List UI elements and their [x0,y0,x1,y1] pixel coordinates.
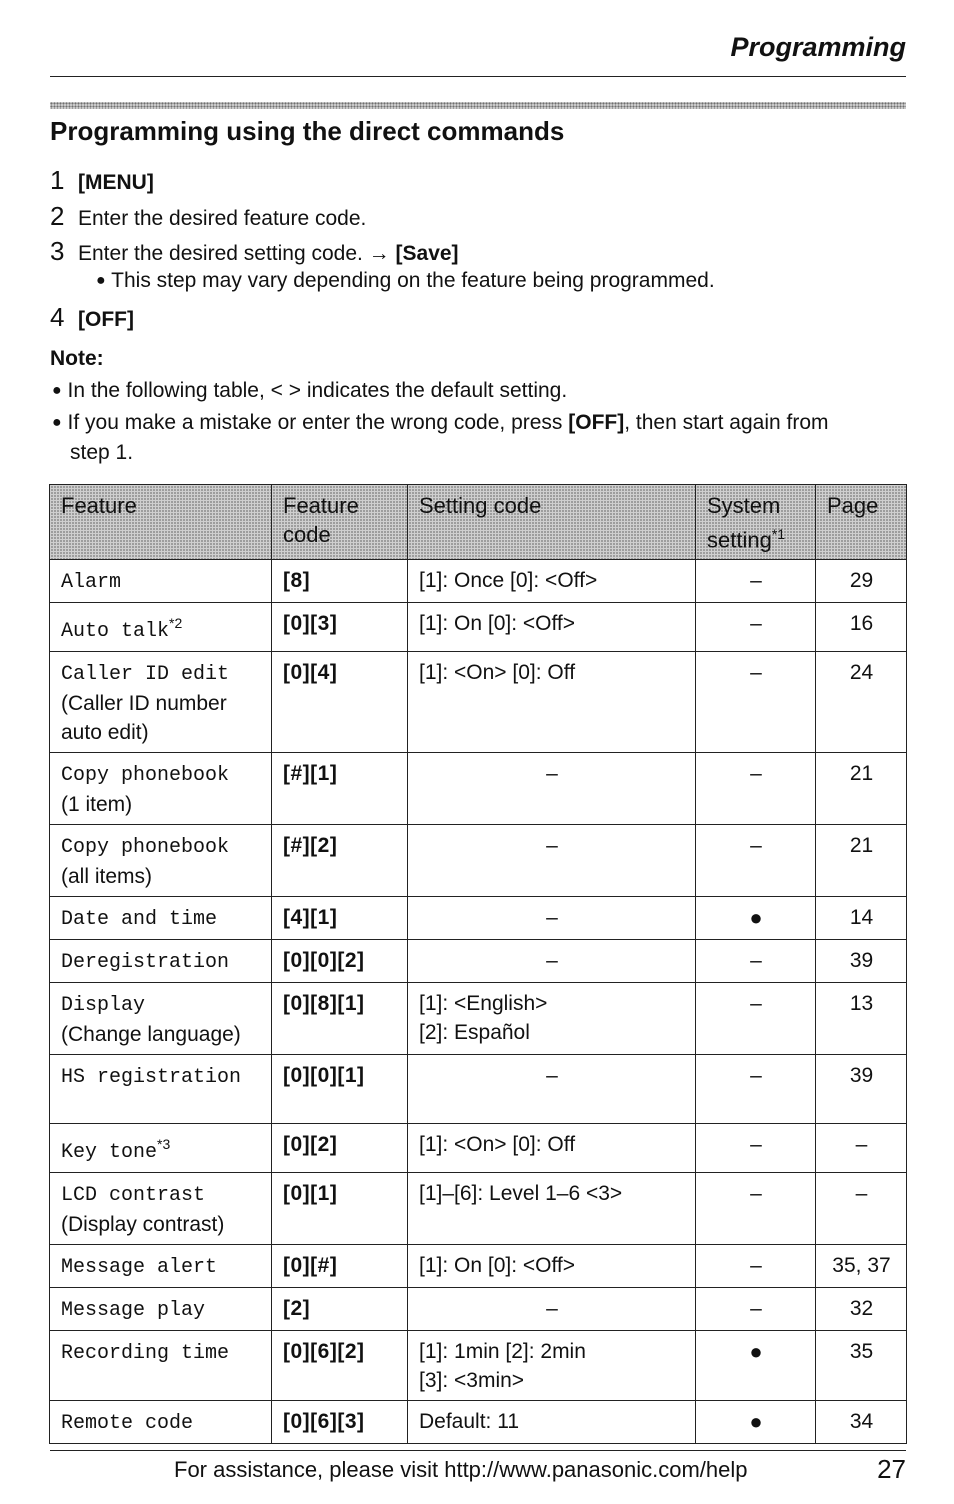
feature-code: [0][#] [283,1254,338,1278]
table-header-row [50,485,907,560]
table-row [50,652,907,753]
setting-code: – [546,906,558,930]
system-setting-mark: – [750,949,762,973]
system-setting-mark: ● [749,905,763,931]
system-setting-cell [696,1331,816,1401]
table-row [50,1055,907,1124]
system-setting-mark: ● [749,1339,763,1365]
system-setting-mark: – [750,1297,762,1321]
system-setting-mark: – [750,992,762,1016]
page-ref: 34 [849,1410,874,1434]
feature-cell [50,1288,272,1331]
step-text: Enter the desired feature code. [78,207,367,230]
header-setting-code: Setting code [408,485,696,560]
feature-cell [50,560,272,603]
feature-description: (Change language) [61,1023,241,1047]
setting-code-cell [408,1055,696,1124]
header-rule [50,76,906,77]
system-setting-mark: – [750,762,762,786]
system-setting-cell [696,897,816,940]
setting-code-line-2: [2]: Español [419,1021,530,1045]
header-label: System setting [707,493,781,553]
bullet-icon: ● [52,382,62,399]
page-cell [816,560,907,603]
setting-code-cell [408,753,696,825]
feature-name: Recording time [61,1342,230,1366]
table-row [50,940,907,983]
feature-code: [#][2] [283,834,338,858]
feature-name: Alarm [61,571,122,595]
system-setting-mark: – [750,1254,762,1278]
page-cell [816,1401,907,1444]
page-cell [816,1288,907,1331]
step-1 [50,165,154,196]
note-bullet-1 [52,376,912,406]
feature-code: [8] [283,569,311,593]
feature-code-cell [272,1288,408,1331]
setting-code-cell [408,603,696,652]
step-2 [50,201,366,232]
feature-code-cell [272,1331,408,1401]
table-row [50,1401,907,1444]
feature-name: Caller ID edit [61,663,230,687]
setting-code: [1]: <English> [419,992,548,1016]
header-page: Page [816,485,907,560]
table-row [50,1173,907,1245]
header-system-setting [696,485,816,560]
table-row [50,753,907,825]
bullet-icon: ● [96,272,106,289]
feature-cell [50,1331,272,1401]
note-text: In the following table, < > indicates the default setting. [67,379,568,402]
feature-cell [50,753,272,825]
bullet-text: This step may vary depending on the feature being programmed. [111,269,715,292]
page-ref: 39 [849,1064,874,1088]
page-cell [816,983,907,1055]
setting-code-cell [408,1245,696,1288]
setting-code: – [546,1297,558,1321]
off-key: [OFF] [78,308,134,331]
setting-code: – [546,949,558,973]
page-cell [816,1331,907,1401]
table-row [50,897,907,940]
header-feature: Feature [50,485,272,560]
feature-name: Auto talk [61,620,170,644]
feature-name: Display [61,994,146,1018]
feature-cell [50,1173,272,1245]
table-row [50,560,907,603]
system-setting-cell [696,825,816,897]
page-ref: 39 [849,949,874,973]
setting-code-cell [408,825,696,897]
page-cell [816,1055,907,1124]
setting-code-line-2: [3]: <3min> [419,1369,525,1393]
system-setting-cell [696,603,816,652]
page-cell [816,652,907,753]
feature-code-cell [272,940,408,983]
page-cell [816,1124,907,1173]
system-setting-cell [696,1055,816,1124]
feature-code: [0][2] [283,1133,338,1157]
system-setting-mark: – [750,1064,762,1088]
feature-cell [50,1245,272,1288]
page-ref: 35 [849,1340,874,1364]
section-divider [50,102,906,109]
feature-name: Remote code [61,1412,194,1436]
feature-code: [2] [283,1297,311,1321]
system-setting-mark: – [750,661,762,685]
page-cell [816,940,907,983]
system-setting-cell [696,652,816,753]
running-header: Programming [730,32,906,62]
setting-code-cell [408,1173,696,1245]
system-setting-cell [696,983,816,1055]
system-setting-mark: – [750,1133,762,1157]
page-ref: 35, 37 [832,1254,891,1278]
system-setting-cell [696,1401,816,1444]
feature-cell [50,940,272,983]
feature-name: Key tone [61,1141,158,1165]
feature-cell [50,1124,272,1173]
direct-commands-table [49,484,907,1444]
page-number: 27 [877,1454,906,1484]
setting-code: [1]: 1min [2]: 2min [419,1340,586,1364]
feature-name: Deregistration [61,951,230,975]
setting-code-cell [408,652,696,753]
step-4 [50,302,134,333]
setting-code-cell [408,897,696,940]
step-number: 2 [50,201,65,231]
feature-code-cell [272,983,408,1055]
system-setting-mark: – [750,612,762,636]
feature-description: (Caller ID number auto edit) [61,692,227,745]
system-setting-mark: – [750,569,762,593]
feature-code-cell [272,753,408,825]
off-key: [OFF] [568,411,625,434]
step-number: 4 [50,302,65,332]
page-ref: 32 [849,1297,874,1321]
feature-code-cell [272,825,408,897]
feature-cell [50,897,272,940]
step-3-bullet [96,269,715,293]
table-row [50,1245,907,1288]
page-ref: 21 [849,762,874,786]
setting-code-cell [408,1124,696,1173]
feature-description: (Display contrast) [61,1213,225,1237]
feature-code-cell [272,1124,408,1173]
table-row [50,603,907,652]
setting-code-cell [408,983,696,1055]
feature-code: [4][1] [283,906,338,930]
page-ref: 14 [849,906,874,930]
save-key: [Save] [395,242,459,265]
page-ref: 16 [849,612,874,636]
footer-help-text: For assistance, please visit http://www.panasonic.com/help [174,1457,748,1482]
page-ref: 29 [849,569,874,593]
system-setting-cell [696,1173,816,1245]
feature-cell [50,652,272,753]
feature-name: LCD contrast [61,1184,206,1208]
system-setting-cell [696,753,816,825]
setting-code: [1]: <On> [0]: Off [419,1133,576,1157]
feature-description: (1 item) [61,793,133,817]
feature-code: [0][8][1] [283,992,365,1016]
feature-cell [50,1055,272,1124]
footnote-mark: *1 [771,526,786,542]
footnote-mark: *2 [169,615,183,632]
feature-code: [0][3] [283,612,338,636]
system-setting-mark: ● [749,1409,763,1435]
setting-code: [1]: Once [0]: <Off> [419,569,598,593]
feature-code-cell [272,603,408,652]
system-setting-cell [696,560,816,603]
menu-key: [MENU] [78,171,154,194]
page-ref: – [855,1182,868,1206]
feature-name: Message play [61,1299,206,1323]
feature-code: [0][1] [283,1182,338,1206]
feature-name: Copy phonebook [61,836,230,860]
page-cell [816,897,907,940]
feature-code-cell [272,1245,408,1288]
feature-description: (all items) [61,865,153,889]
setting-code-cell [408,1288,696,1331]
setting-code: Default: 11 [419,1410,520,1434]
feature-code-cell [272,1401,408,1444]
setting-code-cell [408,560,696,603]
system-setting-mark: – [750,1182,762,1206]
feature-code: [0][4] [283,661,338,685]
page-cell [816,753,907,825]
page-cell [816,1245,907,1288]
system-setting-cell [696,1245,816,1288]
table-row [50,1124,907,1173]
table-row [50,1331,907,1401]
system-setting-cell [696,1124,816,1173]
page-cell [816,1173,907,1245]
system-setting-cell [696,940,816,983]
page-ref: 13 [849,992,874,1016]
note-text: , then start again from [624,411,829,434]
setting-code: – [546,1064,558,1088]
table-row [50,825,907,897]
setting-code: [1]: <On> [0]: Off [419,661,576,685]
feature-cell [50,983,272,1055]
system-setting-cell [696,1288,816,1331]
step-number: 1 [50,165,65,195]
note-text-continued: step 1. [70,441,134,464]
step-number: 3 [50,236,65,266]
step-text: Enter the desired setting code. → [78,242,396,265]
page-ref: 24 [849,661,874,685]
setting-code-cell [408,940,696,983]
feature-code: [#][1] [283,762,338,786]
feature-code-cell [272,1055,408,1124]
feature-name: HS registration [61,1066,242,1090]
bullet-icon: ● [52,414,62,431]
table-row [50,1288,907,1331]
header-feature-code: Feature code [272,485,408,560]
setting-code: – [546,762,558,786]
feature-code-cell [272,897,408,940]
feature-name: Date and time [61,908,218,932]
feature-code: [0][0][1] [283,1064,365,1088]
note-text: If you make a mistake or enter the wrong code, press [67,411,569,434]
setting-code: – [546,834,558,858]
setting-code-cell [408,1401,696,1444]
table-row [50,983,907,1055]
footnote-mark: *3 [157,1136,171,1153]
step-3 [50,236,459,267]
page-cell [816,603,907,652]
feature-cell [50,1401,272,1444]
setting-code-cell [408,1331,696,1401]
feature-code: [0][6][3] [283,1410,365,1434]
section-title: Programming using the direct commands [50,116,565,146]
feature-code: [0][6][2] [283,1340,365,1364]
setting-code: [1]: On [0]: <Off> [419,1254,576,1278]
feature-cell [50,603,272,652]
feature-code: [0][0][2] [283,949,365,973]
page-cell [816,825,907,897]
page-ref: – [855,1133,868,1157]
setting-code: [1]: On [0]: <Off> [419,612,576,636]
setting-code: [1]–[6]: Level 1–6 <3> [419,1182,623,1206]
feature-code-cell [272,652,408,753]
feature-name: Copy phonebook [61,764,230,788]
feature-code-cell [272,1173,408,1245]
page-ref: 21 [849,834,874,858]
note-bullet-2 [52,408,912,468]
footer-rule [50,1450,906,1451]
system-setting-mark: – [750,834,762,858]
note-heading: Note: [50,347,104,370]
feature-code-cell [272,560,408,603]
feature-cell [50,825,272,897]
feature-name: Message alert [61,1256,218,1280]
